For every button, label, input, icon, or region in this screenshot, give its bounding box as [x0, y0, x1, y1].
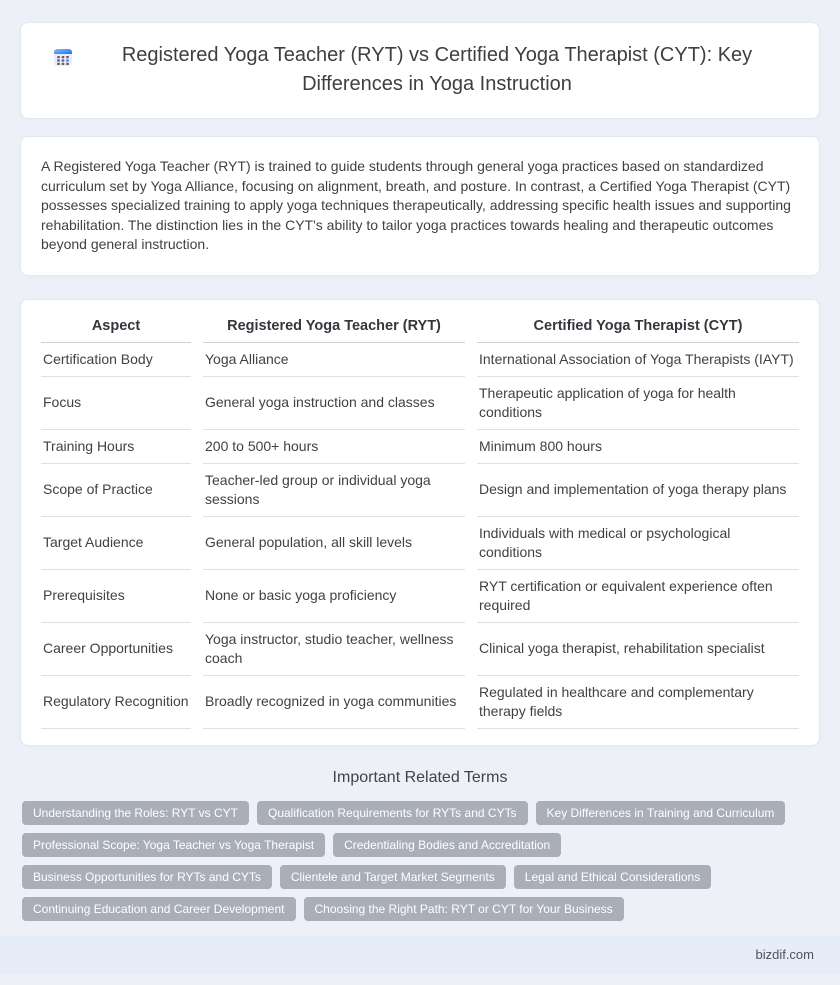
table-row [41, 517, 799, 570]
cell-cyt: Design and implementation of yoga therapy plans [477, 464, 799, 517]
cell-aspect: Regulatory Recognition [41, 676, 191, 729]
cell-cyt: Clinical yoga therapist, rehabilitation specialist [477, 623, 799, 676]
cell-aspect: Training Hours [41, 430, 191, 464]
table-row [41, 430, 799, 464]
related-term-tag[interactable]: Qualification Requirements for RYTs and CYTs [257, 801, 528, 825]
cell-ryt: Teacher-led group or individual yoga sessions [203, 464, 465, 517]
cell-cyt: International Association of Yoga Therapists (IAYT) [477, 343, 799, 377]
cell-ryt: Yoga instructor, studio teacher, wellness coach [203, 623, 465, 676]
related-term-tag[interactable]: Choosing the Right Path: RYT or CYT for Your Business [304, 897, 624, 921]
related-term-tag[interactable]: Legal and Ethical Considerations [514, 865, 711, 889]
table-row [41, 676, 799, 729]
comparison-table-card [20, 299, 820, 746]
cell-aspect: Focus [41, 377, 191, 430]
cell-ryt: None or basic yoga proficiency [203, 570, 465, 623]
table-header-row [41, 315, 799, 343]
related-term-tag[interactable]: Credentialing Bodies and Accreditation [333, 833, 561, 857]
related-term-tag[interactable]: Business Opportunities for RYTs and CYTs [22, 865, 272, 889]
cell-aspect: Scope of Practice [41, 464, 191, 517]
related-term-tag[interactable]: Key Differences in Training and Curriculum [536, 801, 786, 825]
cell-aspect: Career Opportunities [41, 623, 191, 676]
footer-bar [0, 936, 840, 974]
cell-cyt: Regulated in healthcare and complementary therapy fields [477, 676, 799, 729]
column-header-cyt: Certified Yoga Therapist (CYT) [477, 315, 799, 343]
related-term-tag[interactable]: Understanding the Roles: RYT vs CYT [22, 801, 249, 825]
cell-cyt: Minimum 800 hours [477, 430, 799, 464]
page-title: Registered Yoga Teacher (RYT) vs Certified Yoga Therapist (CYT): Key Differences in Yoga Instruction [121, 44, 753, 95]
table-row [41, 343, 799, 377]
cell-ryt: General yoga instruction and classes [203, 377, 465, 430]
related-terms-title: Important Related Terms [332, 768, 508, 786]
table-row [41, 377, 799, 430]
cell-ryt: 200 to 500+ hours [203, 430, 465, 464]
related-term-tag[interactable]: Clientele and Target Market Segments [280, 865, 506, 889]
cell-cyt: Individuals with medical or psychological conditions [477, 517, 799, 570]
cell-cyt: Therapeutic application of yoga for health conditions [477, 377, 799, 430]
cell-aspect: Prerequisites [41, 570, 191, 623]
table-row [41, 623, 799, 676]
cell-ryt: Broadly recognized in yoga communities [203, 676, 465, 729]
header-card [20, 22, 820, 119]
related-terms-tag-list [20, 801, 820, 921]
cell-aspect: Target Audience [41, 517, 191, 570]
footer-site-label: bizdif.com [755, 946, 814, 962]
cell-ryt: General population, all skill levels [203, 517, 465, 570]
calendar-grid-icon [53, 47, 73, 67]
summary-text: A Registered Yoga Teacher (RYT) is trained to guide students through general yoga practices based on standardized curriculum set by Yoga Alliance, focusing on alignment, breath, and posture. In contrast, a Certified Yoga Therapist (CYT) possesses specialized training to apply yoga techniques therapeutically, addressing specific health issues and supporting rehabilitation. The distinction lies in the CYT's ability to tailor yoga practices towards healing and therapeutic outcomes beyond general instruction. [41, 158, 791, 252]
column-header-ryt: Registered Yoga Teacher (RYT) [203, 315, 465, 343]
column-header-aspect: Aspect [41, 315, 191, 343]
table-row [41, 570, 799, 623]
table-row [41, 464, 799, 517]
summary-card [20, 136, 820, 276]
cell-cyt: RYT certification or equivalent experience often required [477, 570, 799, 623]
cell-ryt: Yoga Alliance [203, 343, 465, 377]
related-term-tag[interactable]: Professional Scope: Yoga Teacher vs Yoga Therapist [22, 833, 325, 857]
comparison-table [29, 315, 811, 729]
related-term-tag[interactable]: Continuing Education and Career Development [22, 897, 296, 921]
cell-aspect: Certification Body [41, 343, 191, 377]
